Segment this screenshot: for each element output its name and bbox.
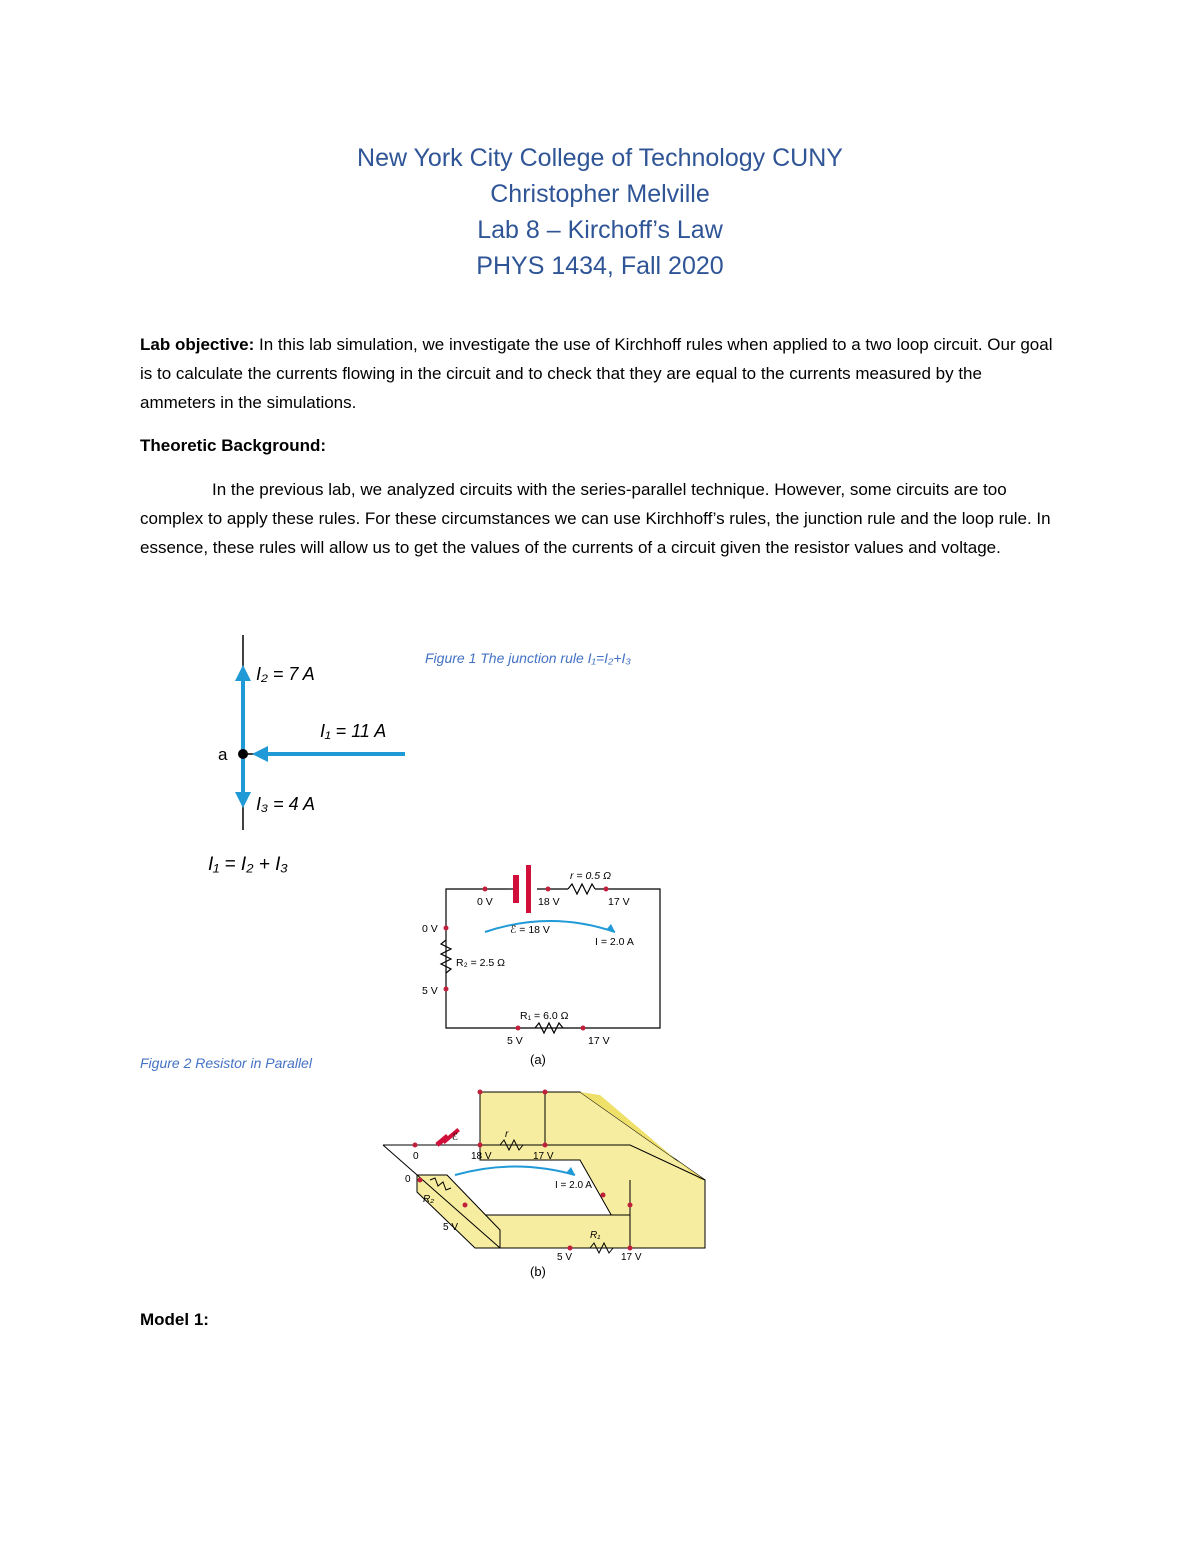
panel-b-label: (b) xyxy=(530,1264,546,1279)
author-name: Christopher Melville xyxy=(490,180,710,208)
junction-rule-figure xyxy=(200,625,430,885)
v18-label: 18 V xyxy=(538,896,560,908)
node-label: a xyxy=(218,745,228,764)
junction-equation: I₁ = I₂ + I₃ xyxy=(208,854,288,875)
b-emf-label: ℰ xyxy=(452,1132,459,1143)
r1-label: R₁ = 6.0 Ω xyxy=(520,1010,569,1022)
b-v0a-label: 0 xyxy=(413,1151,419,1162)
model-heading: Model 1: xyxy=(140,1310,209,1329)
v0-top-label: 0 V xyxy=(477,896,493,908)
b-r2-label: R₂ xyxy=(423,1194,435,1205)
node-5v-bottom xyxy=(516,1026,521,1031)
lab-title: Lab 8 – Kirchoff’s Law xyxy=(477,216,723,244)
i3-label: I₃ = 4 A xyxy=(256,794,316,814)
b-v17-bottom-label: 17 V xyxy=(621,1252,642,1263)
node-b-17v-bottom xyxy=(628,1246,633,1251)
node-b-0a xyxy=(413,1143,418,1148)
node-b-18v xyxy=(478,1143,483,1148)
node-b-top-2 xyxy=(543,1090,548,1095)
objective-paragraph xyxy=(140,330,1060,417)
circuit-schematic-a xyxy=(410,860,670,1070)
background-text: In the previous lab, we analyzed circuits with the series-parallel technique. However, some circuits are too complex to apply these rules. For these circumstances we can use Kirchhoff’s rules, the junction rule and the loop rule. In essence, these rules will allow us to get the values of the currents of a circuit given the resistor values and voltage. xyxy=(140,480,1051,557)
b-current-label: I = 2.0 A xyxy=(555,1180,592,1191)
node-17v-bottom xyxy=(581,1026,586,1031)
b-v0b-label: 0 xyxy=(405,1174,411,1185)
course-info: PHYS 1434, Fall 2020 xyxy=(476,252,724,280)
node-b-17v-bottom-2 xyxy=(628,1203,633,1208)
node-18v xyxy=(546,887,551,892)
figure1-caption: Figure 1 The junction rule I₁=I₂+I₃ xyxy=(425,650,631,666)
emf-label: ℰ = 18 V xyxy=(510,924,550,936)
background-heading: Theoretic Background: xyxy=(140,436,327,455)
r2-label: R₂ = 2.5 Ω xyxy=(456,957,505,969)
objective-label: Lab objective: xyxy=(140,335,255,354)
current-arrowhead xyxy=(606,924,615,932)
v17-top-label: 17 V xyxy=(608,896,630,908)
r-label: r = 0.5 Ω xyxy=(570,870,611,882)
battery-cell-1 xyxy=(513,875,519,903)
current-arrow xyxy=(485,921,615,932)
title-block xyxy=(0,140,1200,284)
node-0v-top xyxy=(483,887,488,892)
college-name: New York City College of Technology CUNY xyxy=(357,144,843,172)
node-b-top-1 xyxy=(478,1090,483,1095)
background-paragraph xyxy=(140,475,1060,562)
figure2-caption: Figure 2 Resistor in Parallel xyxy=(140,1055,312,1071)
internal-resistor xyxy=(568,884,595,894)
v5-left-label: 5 V xyxy=(422,985,438,997)
b-r1-label: R₁ xyxy=(590,1230,601,1241)
b-v18-label: 18 V xyxy=(471,1151,492,1162)
node-b-5v-left xyxy=(463,1203,468,1208)
node-17v-top xyxy=(604,887,609,892)
battery-cell-2 xyxy=(526,865,531,913)
node-0v-left xyxy=(444,926,449,931)
panel-a-label: (a) xyxy=(530,1052,546,1067)
node-b-17v xyxy=(543,1143,548,1148)
v5-bottom-label: 5 V xyxy=(507,1035,523,1047)
b-v5-left-label: 5 V xyxy=(443,1222,459,1233)
i2-label: I₂ = 7 A xyxy=(256,664,315,684)
b-v5-bottom-label: 5 V xyxy=(557,1252,573,1263)
junction-node xyxy=(238,749,248,759)
circuit-3d-b xyxy=(375,1080,715,1290)
current-label: I = 2.0 A xyxy=(595,936,634,948)
objective-text: In this lab simulation, we investigate the use of Kirchhoff rules when applied to a two loop circuit. Our goal is to calculate the currents flowing in the circuit and to check that they are equal to the currents measured by the ammeters in the simulations. xyxy=(140,335,1053,412)
b-r-label: r xyxy=(505,1129,509,1140)
b-v17-top-label: 17 V xyxy=(533,1151,554,1162)
v17-bottom-label: 17 V xyxy=(588,1035,610,1047)
current-arrow-3d xyxy=(455,1167,575,1176)
node-b-5v-bottom xyxy=(568,1246,573,1251)
i1-label: I₁ = 11 A xyxy=(320,721,387,741)
node-b-0b xyxy=(418,1178,423,1183)
v0-left-label: 0 V xyxy=(422,923,438,935)
node-b-mid xyxy=(601,1193,606,1198)
node-5v-left xyxy=(444,987,449,992)
